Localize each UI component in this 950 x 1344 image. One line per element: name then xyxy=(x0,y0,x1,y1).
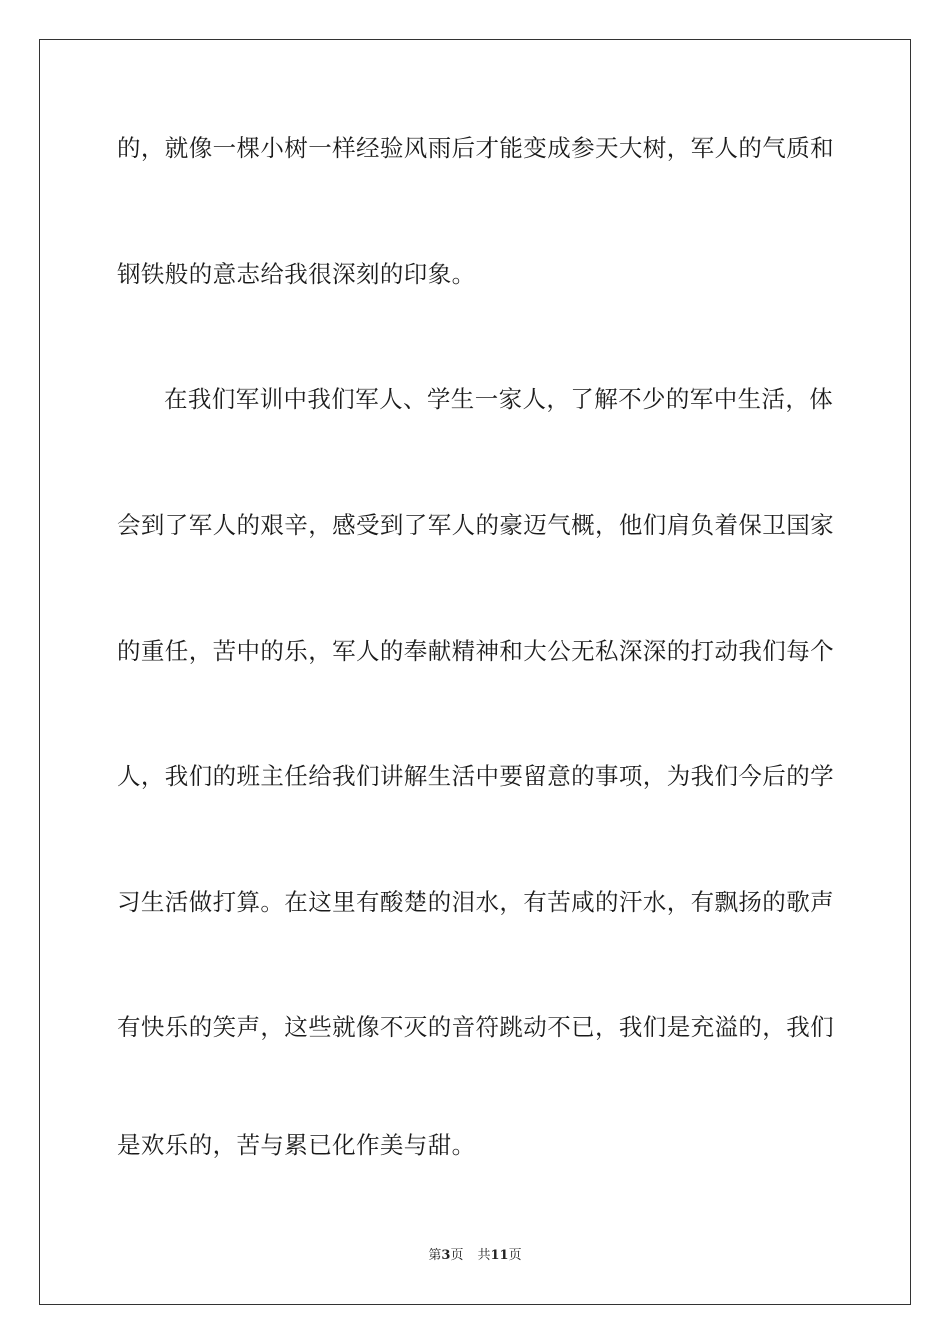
text-line-8: 有快乐的笑声，这些就像不灭的音符跳动不已，我们是充溢的，我们 xyxy=(117,1013,834,1041)
footer-total-pages: 11 xyxy=(490,1248,509,1263)
text-line-4: 会到了军人的艰辛，感受到了军人的豪迈气概，他们肩负着保卫国家 xyxy=(117,511,834,539)
footer-page-prefix: 第 xyxy=(428,1248,442,1263)
text-line-5: 的重任，苦中的乐，军人的奉献精神和大公无私深深的打动我们每个 xyxy=(117,637,834,665)
text-line-1: 的，就像一棵小树一样经验风雨后才能变成参天大树，军人的气质和 xyxy=(117,134,834,162)
footer-page-suffix: 页 xyxy=(450,1248,464,1263)
text-line-3: 在我们军训中我们军人、学生一家人，了解不少的军中生活，体 xyxy=(164,385,834,413)
text-line-6: 人，我们的班主任给我们讲解生活中要留意的事项，为我们今后的学 xyxy=(117,762,834,790)
footer-page-number: 3 xyxy=(441,1248,451,1263)
page-footer xyxy=(0,1248,950,1264)
text-line-7: 习生活做打算。在这里有酸楚的泪水，有苦咸的汗水，有飘扬的歌声 xyxy=(117,888,834,916)
text-line-2: 钢铁般的意志给我很深刻的印象。 xyxy=(117,260,476,288)
footer-total-prefix: 共 xyxy=(477,1248,491,1263)
page-border xyxy=(39,39,911,1305)
footer-total-suffix: 页 xyxy=(508,1248,522,1263)
text-line-9: 是欢乐的，苦与累已化作美与甜。 xyxy=(117,1131,476,1159)
